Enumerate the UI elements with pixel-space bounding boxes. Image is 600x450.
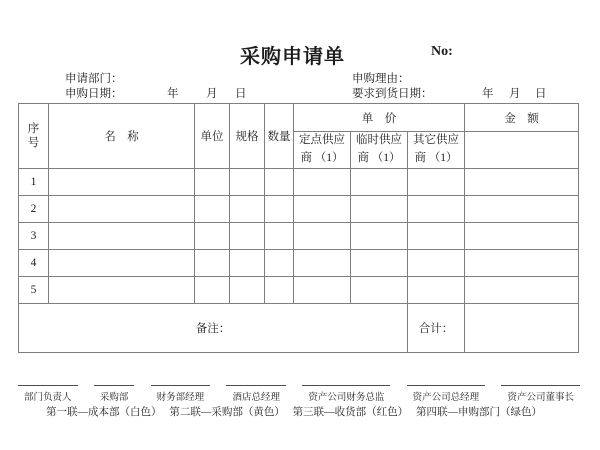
price-other-cell xyxy=(408,277,465,304)
unit-cell xyxy=(195,250,230,277)
unit-cell xyxy=(195,223,230,250)
table-row xyxy=(19,223,579,250)
qty-cell xyxy=(265,250,294,277)
copy-distribution-row xyxy=(46,404,542,419)
col-header-amount: 金 额 xyxy=(465,104,579,132)
qty-cell xyxy=(265,223,294,250)
col-header-supplier-temp xyxy=(351,132,408,169)
name-cell xyxy=(49,196,195,223)
spec-cell xyxy=(230,169,265,196)
col-header-seq xyxy=(19,104,49,169)
price-fixed-cell xyxy=(294,169,351,196)
amount-cell xyxy=(465,250,579,277)
price-fixed-cell xyxy=(294,277,351,304)
seq-cell: 4 xyxy=(19,250,49,277)
signature-purchasing-dept: 采购部 xyxy=(94,385,135,403)
apply-dept-label: 申请部门： xyxy=(65,73,123,85)
remarks-cell: 备注： xyxy=(19,304,408,353)
seq-cell: 2 xyxy=(19,196,49,223)
qty-cell xyxy=(265,196,294,223)
col-header-spec: 规格 xyxy=(230,104,265,169)
col-header-unit: 单位 xyxy=(195,104,230,169)
form-title: 采购申请单 xyxy=(240,46,345,68)
amount-cell xyxy=(465,223,579,250)
total-label-cell: 合计： xyxy=(408,304,465,353)
price-temp-cell xyxy=(351,169,408,196)
supplier-fixed-line2: 商 （1） xyxy=(300,152,344,164)
form-number-label: No: xyxy=(431,44,453,59)
day-label-right: 日 xyxy=(535,88,547,100)
table-row xyxy=(19,169,579,196)
price-other-cell xyxy=(408,169,465,196)
price-other-cell xyxy=(408,196,465,223)
month-label-left: 月 xyxy=(206,88,218,100)
price-temp-cell xyxy=(351,196,408,223)
table-row xyxy=(19,250,579,277)
price-temp-cell xyxy=(351,250,408,277)
col-header-supplier-fixed xyxy=(294,132,351,169)
supplier-temp-line1: 临时供应 xyxy=(356,134,402,147)
col-header-name: 名 称 xyxy=(49,104,195,169)
col-header-seq-line2: 号 xyxy=(27,137,40,149)
signature-finance-manager: 财务部经理 xyxy=(151,385,211,403)
qty-cell xyxy=(265,169,294,196)
price-temp-cell xyxy=(351,277,408,304)
month-label-right: 月 xyxy=(509,88,521,100)
year-label-right: 年 xyxy=(482,88,494,100)
supplier-other-line1: 其它供应 xyxy=(413,134,459,147)
spec-cell xyxy=(230,196,265,223)
col-header-supplier-other xyxy=(408,132,465,169)
purchase-reason-label: 申购理由： xyxy=(352,73,410,85)
supplier-other-line2: 商 （1） xyxy=(414,152,458,164)
price-fixed-cell xyxy=(294,223,351,250)
copy-1-cost-dept: 第一联—成本部（白色） xyxy=(46,407,162,418)
name-cell xyxy=(49,277,195,304)
col-header-seq-line1: 序 xyxy=(27,122,40,135)
table-row xyxy=(19,277,579,304)
amount-cell xyxy=(465,196,579,223)
price-other-cell xyxy=(408,250,465,277)
signature-dept-head: 部门负责人 xyxy=(18,385,78,403)
supplier-fixed-line1: 定点供应 xyxy=(299,134,345,147)
copy-3-receiving-dept: 第三联—收货部（红色） xyxy=(292,407,409,418)
qty-cell xyxy=(265,277,294,304)
spec-cell xyxy=(230,223,265,250)
required-date-label: 要求到货日期： xyxy=(352,88,433,100)
remarks-row xyxy=(19,304,579,353)
col-header-unit-price: 单 价 xyxy=(294,104,465,132)
supplier-temp-line2: 商 （1） xyxy=(357,152,401,164)
amount-cell xyxy=(465,169,579,196)
name-cell xyxy=(49,223,195,250)
items-table xyxy=(18,103,579,353)
copy-4-requesting-dept: 第四联—申购部门（绿色） xyxy=(415,407,542,418)
signature-asset-finance-director: 资产公司财务总监 xyxy=(302,385,390,403)
amount-cell xyxy=(465,277,579,304)
seq-cell: 1 xyxy=(19,169,49,196)
table-row xyxy=(19,196,579,223)
day-label-left: 日 xyxy=(235,88,247,100)
amount-subheader-empty-cell xyxy=(465,132,579,169)
col-header-qty: 数量 xyxy=(265,104,294,169)
spec-cell xyxy=(230,277,265,304)
name-cell xyxy=(49,250,195,277)
copy-2-purchasing-dept: 第二联—采购部（黄色） xyxy=(169,407,285,418)
signature-asset-chairman: 资产公司董事长 xyxy=(501,385,580,403)
spec-cell xyxy=(230,250,265,277)
signature-hotel-gm: 酒店总经理 xyxy=(226,385,286,403)
total-amount-cell xyxy=(465,304,579,353)
year-label-left: 年 xyxy=(167,88,179,100)
name-cell xyxy=(49,169,195,196)
unit-cell xyxy=(195,169,230,196)
price-fixed-cell xyxy=(294,196,351,223)
purchase-date-label: 申购日期： xyxy=(65,88,123,100)
price-fixed-cell xyxy=(294,250,351,277)
seq-cell: 5 xyxy=(19,277,49,304)
unit-cell xyxy=(195,277,230,304)
price-other-cell xyxy=(408,223,465,250)
signature-row xyxy=(18,385,580,403)
signature-asset-gm: 资产公司总经理 xyxy=(407,385,486,403)
price-temp-cell xyxy=(351,223,408,250)
unit-cell xyxy=(195,196,230,223)
seq-cell: 3 xyxy=(19,223,49,250)
